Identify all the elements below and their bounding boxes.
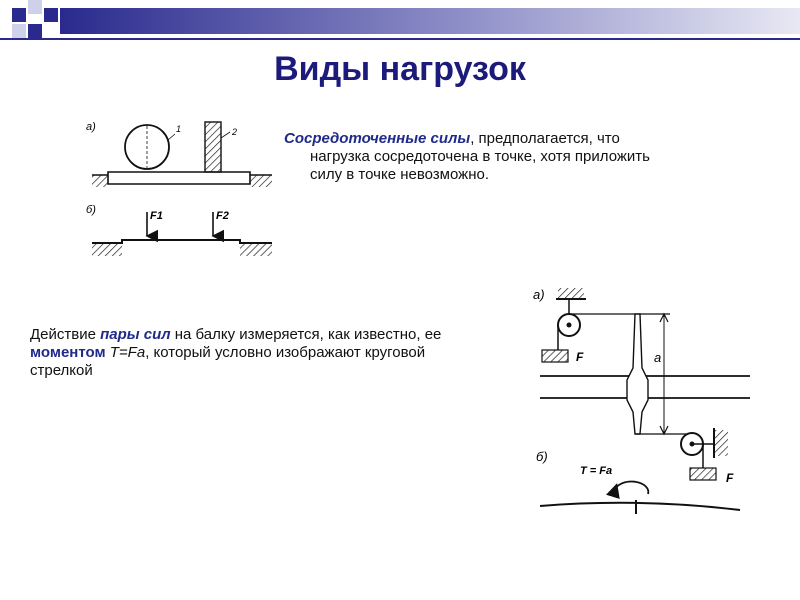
paragraph-line: нагрузка сосредоточена в точке, хотя приложить xyxy=(310,148,650,165)
header-square xyxy=(12,24,26,38)
dimension-arrow xyxy=(660,426,668,434)
support-left xyxy=(92,175,110,187)
concentrated-forces-paragraph xyxy=(284,130,724,184)
paragraph-text: Действие xyxy=(30,326,101,343)
support-right xyxy=(248,175,272,187)
paragraph-text: на балку измеряется, как известно, ее xyxy=(170,326,442,343)
post-load xyxy=(205,122,221,172)
pulley-bottom xyxy=(681,433,703,455)
weight-label-top: F xyxy=(576,350,584,364)
term-moment: моментом xyxy=(30,344,106,361)
paragraph-line: силу в точке невозможно. xyxy=(310,166,489,183)
figure-label-a: а) xyxy=(533,287,545,302)
moment-formula: T=Fa xyxy=(109,344,146,361)
header-square xyxy=(28,24,42,38)
pulley-top xyxy=(558,314,580,336)
callout-leader xyxy=(221,132,230,138)
weight-label-bottom: F xyxy=(726,471,734,485)
callout-1: 1 xyxy=(176,124,182,134)
moment-label: T = Fa xyxy=(580,465,613,477)
header-square xyxy=(44,8,58,22)
roller-load xyxy=(125,125,169,169)
header-square xyxy=(28,0,42,14)
beam-b xyxy=(92,240,272,243)
dimension-arrow xyxy=(660,314,668,322)
figure-label-a: а) xyxy=(86,121,96,133)
callout-leader xyxy=(168,134,175,140)
force-f1-label: F1 xyxy=(150,210,163,222)
dimension-label: a xyxy=(654,350,662,365)
moment-arrow xyxy=(615,481,648,494)
ceiling-support xyxy=(558,288,584,298)
paragraph-text: стрелкой xyxy=(30,362,93,379)
slide-header-decoration xyxy=(0,0,800,46)
paragraph-text: , который условно изображают круговой xyxy=(145,344,426,361)
paragraph-text: , предполагается, что xyxy=(470,130,620,147)
callout-2: 2 xyxy=(232,127,238,137)
force-f2-label: F2 xyxy=(216,210,229,222)
weight-bottom xyxy=(690,468,716,480)
pulley-axle xyxy=(567,323,572,328)
header-square xyxy=(12,8,26,22)
weight-top xyxy=(542,350,568,362)
beam-a xyxy=(108,172,250,184)
figure-label-b: б) xyxy=(86,204,96,216)
lever-bar xyxy=(627,314,648,434)
pulley-axle xyxy=(690,442,695,447)
beam-b xyxy=(540,503,740,510)
header-rule xyxy=(0,38,800,40)
page-title: Виды нагрузок xyxy=(274,50,526,88)
header-gradient-bar xyxy=(60,8,800,34)
figure-label-b: б) xyxy=(536,449,548,464)
support-left xyxy=(92,244,122,256)
wall-support xyxy=(714,430,728,456)
term-concentrated-forces: Сосредоточенные силы xyxy=(284,130,471,147)
force-couple-paragraph xyxy=(30,326,530,380)
term-force-couple: пары сил xyxy=(100,326,171,343)
support-right xyxy=(240,244,272,256)
